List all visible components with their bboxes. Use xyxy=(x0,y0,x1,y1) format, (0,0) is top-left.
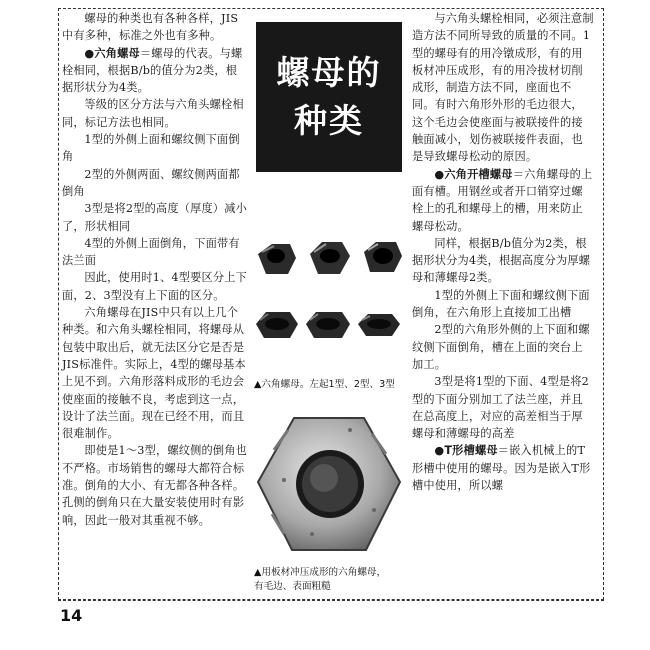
paragraph-text: 同样，根据B/b值分为2类，根据形状分为4类，根据高度分为厚螺母和薄螺母2类。 xyxy=(412,236,591,285)
paragraph xyxy=(412,235,594,287)
paragraph-text: 因此，使用时1、4型要区分上下面，2、3型没有上下面的区分。 xyxy=(62,271,248,302)
photo-stamped-hex-nut xyxy=(254,410,404,560)
paragraph-text: 等级的区分方法与六角头螺栓相同，标记方法也相同。 xyxy=(62,98,244,129)
paragraph-text: 1型的外侧上面和螺纹侧下面倒角 xyxy=(62,133,240,164)
paragraph xyxy=(412,321,594,373)
paragraph xyxy=(62,10,248,45)
paragraph xyxy=(62,235,248,270)
paragraph-text: 2型的六角形外侧的上下面和螺纹侧下面倒角，槽在上面的突台上加工。 xyxy=(412,323,590,371)
paragraph xyxy=(412,373,594,442)
nut-type3-top xyxy=(358,314,400,336)
paragraph xyxy=(62,166,248,201)
title-line-2: 种类 xyxy=(294,101,364,140)
paragraph xyxy=(62,442,248,528)
paragraph-text: 3型是将2型的高度（厚度）减小了，形状相同 xyxy=(62,202,248,233)
paragraph xyxy=(62,200,248,235)
paragraph-text: 六角螺母在JIS中只有以上几个种类。和六角头螺栓相同，将螺母从包装中取出后，就无法区分它是否是JIS标准件。实际上，4型的螺母基本上见不到。六角形落料成形的毛边会使座面的接触不良，考虑到这一点，设计了法兰面。现在已经不用，而且很难制作。 xyxy=(62,306,246,441)
paragraph xyxy=(412,442,594,494)
paragraph-text: 3型是将1型的下面、4型是将2型的下面分别加工了法兰座，并且在总高度上，对应的高差相当于厚螺母和薄螺母的高差 xyxy=(412,375,589,441)
paragraph-text: 4型的外侧上面倒角，下面带有法兰面 xyxy=(62,236,240,268)
caption-stamped-nut-line2: 有毛边、表面粗糙 xyxy=(254,581,331,592)
paragraph xyxy=(62,96,248,131)
paragraph xyxy=(62,131,248,166)
paragraph xyxy=(412,166,594,235)
paragraph xyxy=(62,304,248,442)
item-heading: ●六角开槽螺母 xyxy=(434,167,513,181)
footer-divider xyxy=(58,600,604,601)
paragraph-text: 螺母的种类也有各种各样，JIS中有多种，标准之外也有多种。 xyxy=(62,12,239,43)
item-heading: ●T形槽螺母 xyxy=(434,444,498,458)
right-column xyxy=(412,10,594,494)
hex-nuts-image xyxy=(252,232,404,367)
paragraph xyxy=(412,287,594,322)
paragraph xyxy=(412,10,594,166)
left-column xyxy=(62,10,248,529)
paragraph-text: ＝六角螺母的上面有槽。用钢丝或者开口销穿过螺栓上的孔和螺母上的槽，用来防止螺母松动。 xyxy=(412,167,593,233)
paragraph-text: ＝螺母的代表。与螺栓相同，根据B/b的值分为2类，根据形状分为4类。 xyxy=(62,46,243,95)
nut-type2-side xyxy=(310,242,350,274)
nut-type1-side xyxy=(258,244,296,274)
caption-stamped-nut xyxy=(254,566,414,594)
paragraph-text: 与六角头螺栓相同，必须注意制造方法不同所导致的质量的不同。1型的螺母有的用冷镦成形，有的用板材冲压成形，有的用冷拔材切削成形，制造方法不同，座面也不同。有时六角形外形的毛边很大，这个毛边会使座面与被联接件的接触面减小，划伤被联接件表面，也是导致螺母松动的原因。 xyxy=(412,12,594,164)
stamped-nut-image xyxy=(254,410,404,560)
nut-type2-top xyxy=(306,312,350,338)
nut-type1-top xyxy=(256,312,298,338)
page-number: 14 xyxy=(60,606,83,625)
paragraph-text: 2型的外侧两面、螺纹侧两面都倒角 xyxy=(62,167,240,198)
paragraph xyxy=(62,45,248,97)
article-title xyxy=(256,22,402,172)
paragraph-text: 1型的外侧上下面和螺纹侧下面倒角，在六角形上直接加工出槽 xyxy=(412,288,590,320)
paragraph-text: ＝嵌入机械上的T形槽中使用的螺母。因为是嵌入T形槽中使用，所以螺 xyxy=(412,444,591,493)
item-heading: ●六角螺母 xyxy=(84,46,140,60)
photo-hex-nuts-types xyxy=(252,232,404,367)
paragraph-text: 即使是1～3型，螺纹侧的倒角也不严格。市场销售的螺母大都符合标准。倒角的大小、有无都各种各样。孔侧的倒角只在大量安装使用时有影响，因此一般对其重视不够。 xyxy=(62,444,248,527)
title-line-1: 螺母的 xyxy=(276,53,382,92)
nut-type3-side xyxy=(364,242,402,272)
caption-stamped-nut-line1: ▲用板材冲压成形的六角螺母， xyxy=(254,567,387,578)
caption-hex-nuts-types: ▲六角螺母。左起1型、2型、3型 xyxy=(254,379,395,390)
paragraph xyxy=(62,269,248,304)
